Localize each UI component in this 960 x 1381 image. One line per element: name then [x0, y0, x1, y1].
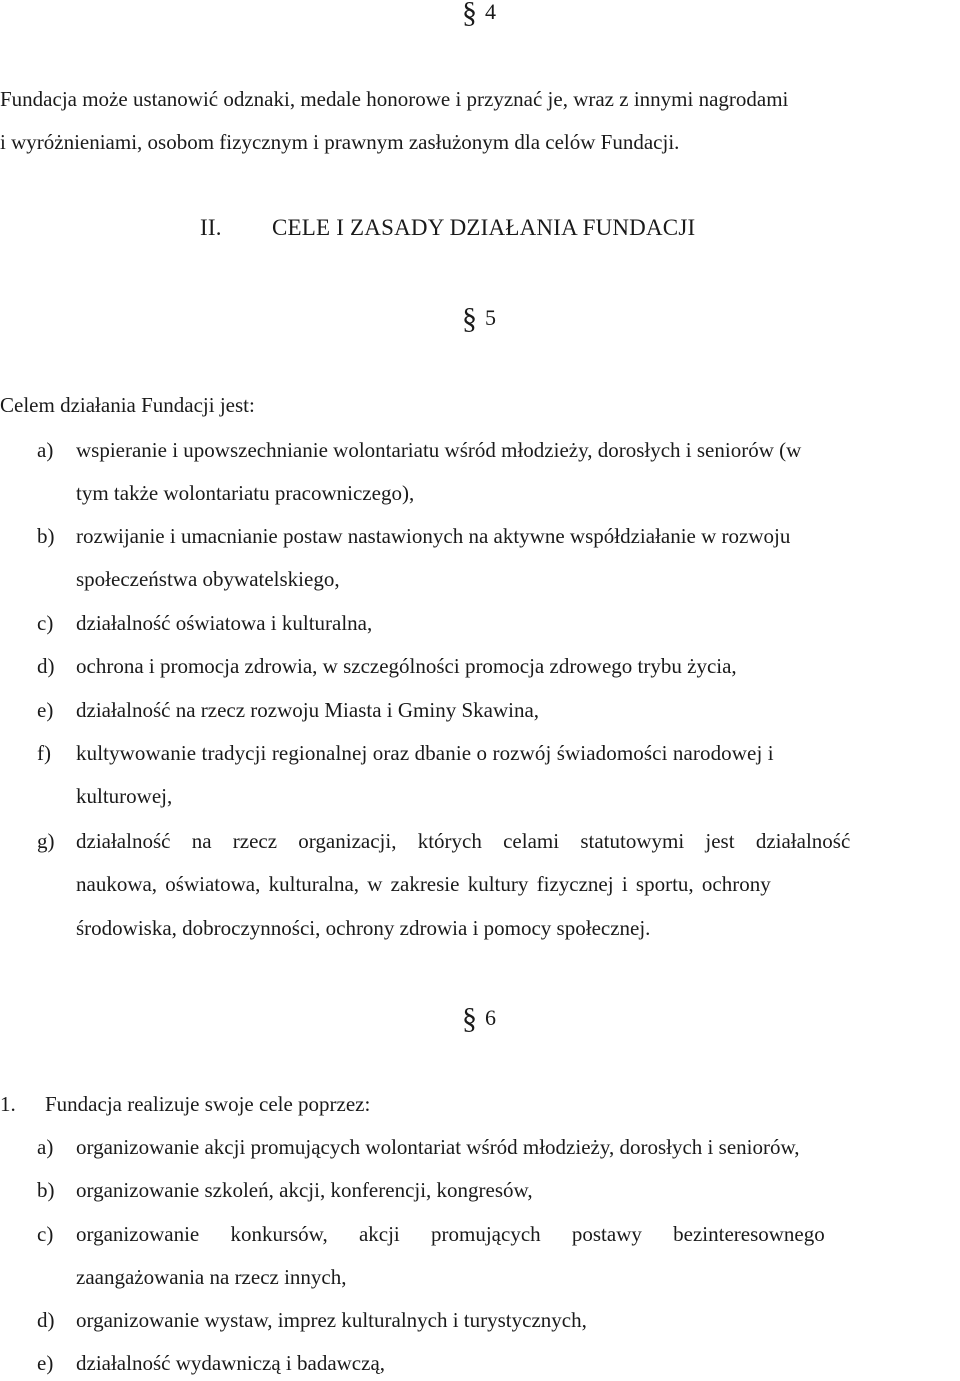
section-symbol: § — [462, 1002, 477, 1035]
intro-paragraph-line-1: Fundacja może ustanowić odznaki, medale honorowe i przyznać je, wraz z innymi nagrodami — [0, 87, 789, 111]
list-marker: e) — [37, 1351, 54, 1375]
goal-text-line: naukowa, oświatowa, kulturalna, w zakresie kultury fizycznej i sportu, ochrony — [76, 872, 771, 896]
goal-text-line: tym także wolontariatu pracowniczego), — [76, 481, 415, 505]
list-marker: b) — [37, 524, 55, 548]
section-heading-6 — [462, 1000, 496, 1038]
list-marker: e) — [37, 698, 54, 722]
chapter-number: II. — [200, 215, 222, 240]
goal-text-line: działalność na rzecz rozwoju Miasta i Gminy Skawina, — [76, 698, 540, 722]
chapter-title: CELE I ZASADY DZIAŁANIA FUNDACJI — [272, 215, 696, 240]
chapter-heading — [200, 214, 222, 243]
goal-text-line: rozwijanie i umacnianie postaw nastawionych na aktywne współdziałanie w rozwoju — [76, 524, 791, 548]
means-number: 1. — [0, 1092, 16, 1116]
list-marker: b) — [37, 1178, 55, 1202]
list-marker: a) — [37, 438, 54, 462]
means-text-line: organizowanie wystaw, imprez kulturalnych i turystycznych, — [76, 1308, 587, 1332]
section-number: 4 — [485, 0, 496, 24]
goal-text-line: działalność na rzecz organizacji, których celami statutowymi jest działalność — [76, 829, 851, 853]
list-marker: f) — [37, 741, 51, 765]
list-marker: d) — [37, 1308, 55, 1332]
section-heading-5 — [462, 300, 496, 338]
list-marker: g) — [37, 829, 55, 853]
means-lead: Fundacja realizuje swoje cele poprzez: — [45, 1092, 371, 1116]
means-text-line: działalność wydawniczą i badawczą, — [76, 1351, 386, 1375]
section-heading-4 — [462, 0, 496, 32]
goal-text-line: kulturowej, — [76, 784, 173, 808]
means-text-line: zaangażowania na rzecz innych, — [76, 1265, 347, 1289]
section-symbol: § — [462, 302, 477, 335]
intro-paragraph-line-2: i wyróżnieniami, osobom fizycznym i prawnym zasłużonym dla celów Fundacji. — [0, 130, 680, 154]
list-marker: c) — [37, 1222, 54, 1246]
section-number: 5 — [485, 305, 496, 330]
list-marker: a) — [37, 1135, 54, 1159]
goals-lead: Celem działania Fundacji jest: — [0, 393, 255, 417]
goal-text-line: działalność oświatowa i kulturalna, — [76, 611, 373, 635]
goal-text-line: wspieranie i upowszechnianie wolontariatu wśród młodzieży, dorosłych i seniorów (w — [76, 438, 802, 462]
section-number: 6 — [485, 1005, 496, 1030]
goal-text-line: środowiska, dobroczynności, ochrony zdrowia i pomocy społecznej. — [76, 916, 651, 940]
section-symbol: § — [462, 0, 477, 29]
means-text-line: organizowanie szkoleń, akcji, konferencji, kongresów, — [76, 1178, 533, 1202]
means-text-line: organizowanie konkursów, akcji promujących postawy bezinteresownego — [76, 1222, 825, 1246]
goal-text-line: ochrona i promocja zdrowia, w szczególności promocja zdrowego trybu życia, — [76, 654, 737, 678]
goal-text-line: społeczeństwa obywatelskiego, — [76, 567, 340, 591]
means-text-line: organizowanie akcji promujących wolontariat wśród młodzieży, dorosłych i seniorów, — [76, 1135, 800, 1159]
list-marker: c) — [37, 611, 54, 635]
list-marker: d) — [37, 654, 55, 678]
goal-text-line: kultywowanie tradycji regionalnej oraz dbanie o rozwój świadomości narodowej i — [76, 741, 774, 765]
